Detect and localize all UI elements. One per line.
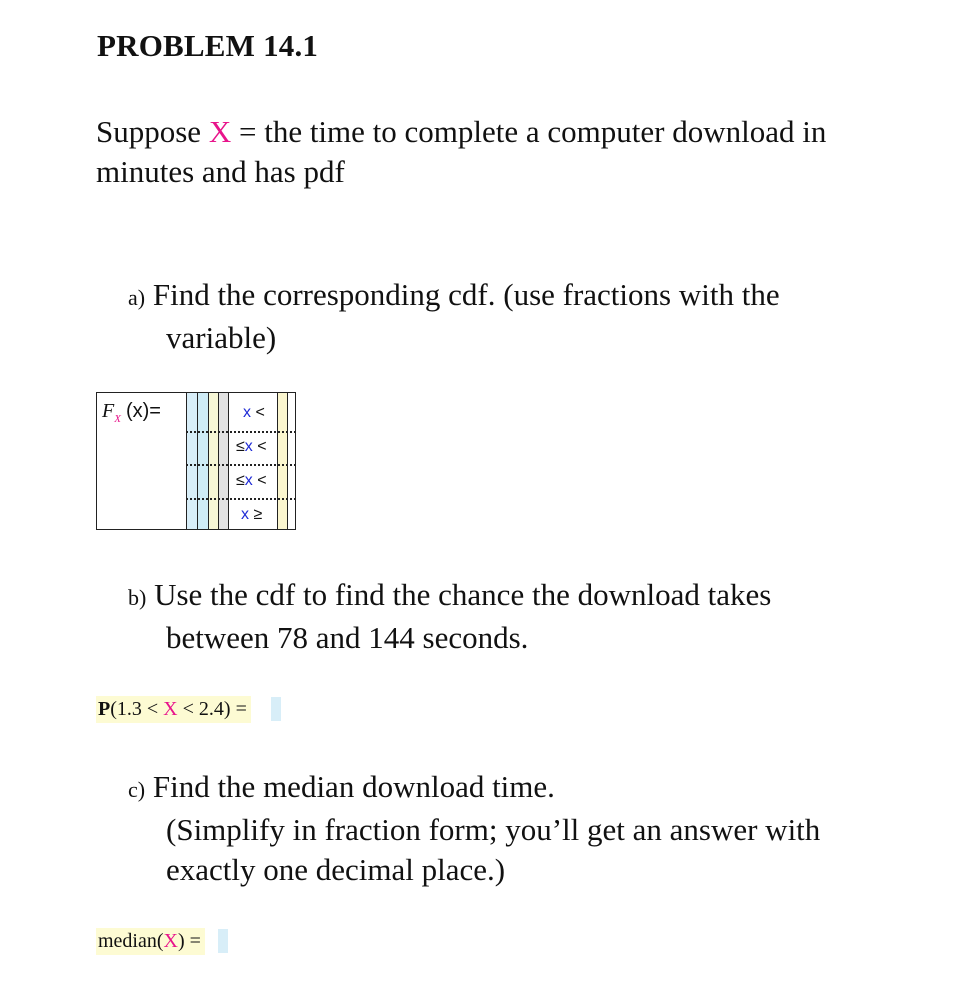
cdf-label-sub: X	[114, 413, 121, 425]
median-answer-input[interactable]	[218, 929, 228, 953]
part-b	[128, 575, 928, 658]
cdf-row-divider	[186, 464, 296, 466]
cdf-condition-1: x <	[243, 404, 265, 421]
part-a-line-1: Find the corresponding cdf. (use fractions with the	[152, 277, 780, 312]
probability-variable-x: X	[163, 698, 178, 720]
cdf-condition-2: ≤x <	[236, 438, 267, 455]
cdf-function-input-2[interactable]	[197, 393, 208, 529]
part-b-line-1: Use the cdf to find the chance the download takes	[154, 577, 772, 612]
cdf-bound-column[interactable]	[218, 393, 228, 529]
intro-text-after: = the time to complete a computer download in	[231, 114, 827, 149]
cdf-row-divider	[186, 431, 296, 433]
part-a	[128, 275, 928, 358]
part-c	[128, 767, 928, 890]
cdf-function-input[interactable]	[186, 393, 197, 529]
part-a-line-2: variable)	[166, 320, 277, 355]
part-a-letter: a)	[128, 285, 146, 310]
problem-title: PROBLEM 14.1	[97, 28, 319, 63]
intro-text-before: Suppose	[96, 114, 209, 149]
problem-intro	[96, 112, 936, 192]
cdf-label	[102, 400, 161, 425]
probability-answer-input[interactable]	[271, 697, 281, 721]
intro-line-2: minutes and has pdf	[96, 154, 345, 189]
cdf-lower-bound-input[interactable]	[208, 393, 218, 529]
intro-variable-x: X	[208, 114, 232, 149]
part-c-line-2: (Simplify in fraction form; you’ll get an answer with	[166, 812, 821, 847]
median-variable-x: X	[163, 930, 178, 952]
cdf-row-divider	[186, 498, 296, 500]
cdf-label-f: F	[102, 400, 115, 422]
median-equation: median(X) =	[96, 928, 205, 955]
part-b-line-2: between 78 and 144 seconds.	[166, 620, 529, 655]
part-b-letter: b)	[128, 585, 147, 610]
part-c-line-1: Find the median download time.	[152, 769, 555, 804]
probability-equation: P(1.3 < X < 2.4) =	[96, 696, 251, 723]
part-c-line-3: exactly one decimal place.)	[166, 852, 506, 887]
probability-p: P	[98, 698, 111, 720]
cdf-label-arg: (x)=	[125, 400, 161, 422]
cdf-condition-4: x ≥	[241, 506, 263, 523]
cdf-columns	[186, 393, 288, 529]
part-c-letter: c)	[128, 777, 146, 802]
cdf-upper-bound-input[interactable]	[277, 393, 288, 529]
cdf-condition-3: ≤x <	[236, 472, 267, 489]
